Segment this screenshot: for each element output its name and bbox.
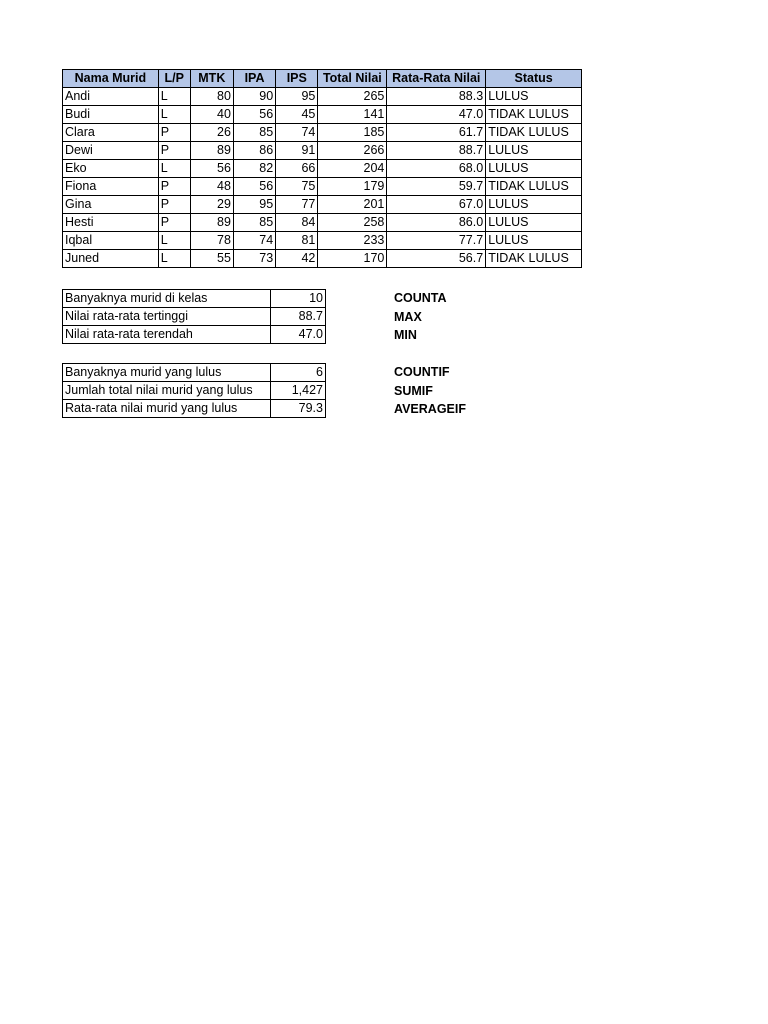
table-row [63, 160, 582, 178]
cell-total[interactable]: 258 [318, 214, 387, 232]
cell-ips[interactable]: 77 [276, 196, 318, 214]
cell-average[interactable]: 88.3 [387, 88, 486, 106]
header-nama-murid: Nama Murid [63, 70, 159, 88]
function-name-label: SUMIF [394, 383, 433, 398]
cell-ips[interactable]: 84 [276, 214, 318, 232]
cell-ips[interactable]: 45 [276, 106, 318, 124]
cell-average[interactable]: 77.7 [387, 232, 486, 250]
cell-ipa[interactable]: 85 [233, 124, 275, 142]
cell-gender[interactable]: P [158, 196, 190, 214]
header-mtk: MTK [190, 70, 233, 88]
cell-mtk[interactable]: 89 [190, 142, 233, 160]
cell-name[interactable]: Gina [63, 196, 159, 214]
cell-status[interactable]: LULUS [486, 88, 582, 106]
cell-average[interactable]: 47.0 [387, 106, 486, 124]
cell-average[interactable]: 68.0 [387, 160, 486, 178]
table-row [63, 196, 582, 214]
table-row [63, 88, 582, 106]
summary-value[interactable]: 10 [271, 290, 326, 308]
cell-mtk[interactable]: 89 [190, 214, 233, 232]
function-name-label: COUNTA [394, 291, 447, 305]
table-row [63, 106, 582, 124]
table-row [63, 124, 582, 142]
cell-ips[interactable]: 66 [276, 160, 318, 178]
cell-total[interactable]: 170 [318, 250, 387, 268]
cell-ips[interactable]: 74 [276, 124, 318, 142]
passing-summary-table [62, 363, 326, 418]
table-row [63, 178, 582, 196]
cell-status[interactable]: TIDAK LULUS [486, 250, 582, 268]
summary-label[interactable]: Jumlah total nilai murid yang lulus [63, 382, 271, 400]
table-row [63, 142, 582, 160]
class-summary-table [62, 289, 326, 344]
cell-ipa[interactable]: 86 [233, 142, 275, 160]
header-rata-rata-nilai: Rata-Rata Nilai [387, 70, 486, 88]
cell-gender[interactable]: P [158, 178, 190, 196]
cell-average[interactable]: 56.7 [387, 250, 486, 268]
header-ipa: IPA [233, 70, 275, 88]
cell-total[interactable]: 179 [318, 178, 387, 196]
cell-name[interactable]: Clara [63, 124, 159, 142]
cell-ipa[interactable]: 90 [233, 88, 275, 106]
function-name-label: COUNTIF [394, 365, 450, 379]
cell-name[interactable]: Fiona [63, 178, 159, 196]
summary-value[interactable]: 1,427 [271, 382, 326, 400]
summary-label[interactable]: Nilai rata-rata terendah [63, 326, 271, 344]
cell-ips[interactable]: 81 [276, 232, 318, 250]
cell-status[interactable]: LULUS [486, 160, 582, 178]
cell-total[interactable]: 185 [318, 124, 387, 142]
cell-gender[interactable]: P [158, 214, 190, 232]
summary-row [63, 326, 326, 344]
summary-value[interactable]: 79.3 [271, 400, 326, 418]
cell-gender[interactable]: L [158, 106, 190, 124]
cell-total[interactable]: 141 [318, 106, 387, 124]
cell-name[interactable]: Juned [63, 250, 159, 268]
cell-status[interactable]: LULUS [486, 142, 582, 160]
cell-status[interactable]: TIDAK LULUS [486, 106, 582, 124]
header-total-nilai: Total Nilai [318, 70, 387, 88]
cell-mtk[interactable]: 78 [190, 232, 233, 250]
table-row [63, 214, 582, 232]
function-name-label: MIN [394, 328, 417, 342]
cell-average[interactable]: 61.7 [387, 124, 486, 142]
table-row [63, 232, 582, 250]
cell-gender[interactable]: L [158, 88, 190, 106]
summary-row [63, 290, 326, 308]
cell-mtk[interactable]: 40 [190, 106, 233, 124]
cell-gender[interactable]: L [158, 250, 190, 268]
cell-gender[interactable]: P [158, 142, 190, 160]
function-name-label: AVERAGEIF [394, 402, 466, 416]
cell-mtk[interactable]: 55 [190, 250, 233, 268]
cell-status[interactable]: LULUS [486, 214, 582, 232]
summary-value[interactable]: 88.7 [271, 308, 326, 326]
cell-ipa[interactable]: 56 [233, 178, 275, 196]
cell-total[interactable]: 204 [318, 160, 387, 178]
cell-mtk[interactable]: 48 [190, 178, 233, 196]
cell-gender[interactable]: L [158, 232, 190, 250]
summary-label[interactable]: Banyaknya murid yang lulus [63, 364, 271, 382]
cell-ipa[interactable]: 82 [233, 160, 275, 178]
cell-mtk[interactable]: 56 [190, 160, 233, 178]
cell-name[interactable]: Iqbal [63, 232, 159, 250]
summary-row [63, 364, 326, 382]
cell-name[interactable]: Eko [63, 160, 159, 178]
cell-ips[interactable]: 42 [276, 250, 318, 268]
cell-ipa[interactable]: 56 [233, 106, 275, 124]
cell-average[interactable]: 67.0 [387, 196, 486, 214]
summary-label[interactable]: Banyaknya murid di kelas [63, 290, 271, 308]
summary-label[interactable]: Rata-rata nilai murid yang lulus [63, 400, 271, 418]
header-lp: L/P [158, 70, 190, 88]
summary-row [63, 400, 326, 418]
cell-average[interactable]: 59.7 [387, 178, 486, 196]
cell-average[interactable]: 88.7 [387, 142, 486, 160]
summary-label[interactable]: Nilai rata-rata tertinggi [63, 308, 271, 326]
cell-name[interactable]: Hesti [63, 214, 159, 232]
cell-gender[interactable]: P [158, 124, 190, 142]
cell-ips[interactable]: 91 [276, 142, 318, 160]
cell-ipa[interactable]: 95 [233, 196, 275, 214]
cell-gender[interactable]: L [158, 160, 190, 178]
cell-total[interactable]: 233 [318, 232, 387, 250]
cell-total[interactable]: 201 [318, 196, 387, 214]
cell-status[interactable]: TIDAK LULUS [486, 178, 582, 196]
cell-ipa[interactable]: 85 [233, 214, 275, 232]
cell-mtk[interactable]: 80 [190, 88, 233, 106]
cell-ipa[interactable]: 73 [233, 250, 275, 268]
header-ips: IPS [276, 70, 318, 88]
table-row [63, 250, 582, 268]
cell-status[interactable]: LULUS [486, 232, 582, 250]
cell-ips[interactable]: 95 [276, 88, 318, 106]
cell-status[interactable]: LULUS [486, 196, 582, 214]
cell-mtk[interactable]: 26 [190, 124, 233, 142]
cell-ips[interactable]: 75 [276, 178, 318, 196]
cell-average[interactable]: 86.0 [387, 214, 486, 232]
header-status: Status [486, 70, 582, 88]
summary-value[interactable]: 47.0 [271, 326, 326, 344]
table-header-row [63, 70, 582, 88]
cell-total[interactable]: 265 [318, 88, 387, 106]
function-name-label: MAX [394, 309, 422, 324]
cell-name[interactable]: Andi [63, 88, 159, 106]
cell-total[interactable]: 266 [318, 142, 387, 160]
cell-name[interactable]: Budi [63, 106, 159, 124]
summary-value[interactable]: 6 [271, 364, 326, 382]
cell-ipa[interactable]: 74 [233, 232, 275, 250]
student-grades-table [62, 69, 582, 268]
summary-row [63, 382, 326, 400]
cell-status[interactable]: TIDAK LULUS [486, 124, 582, 142]
cell-mtk[interactable]: 29 [190, 196, 233, 214]
cell-name[interactable]: Dewi [63, 142, 159, 160]
summary-row [63, 308, 326, 326]
